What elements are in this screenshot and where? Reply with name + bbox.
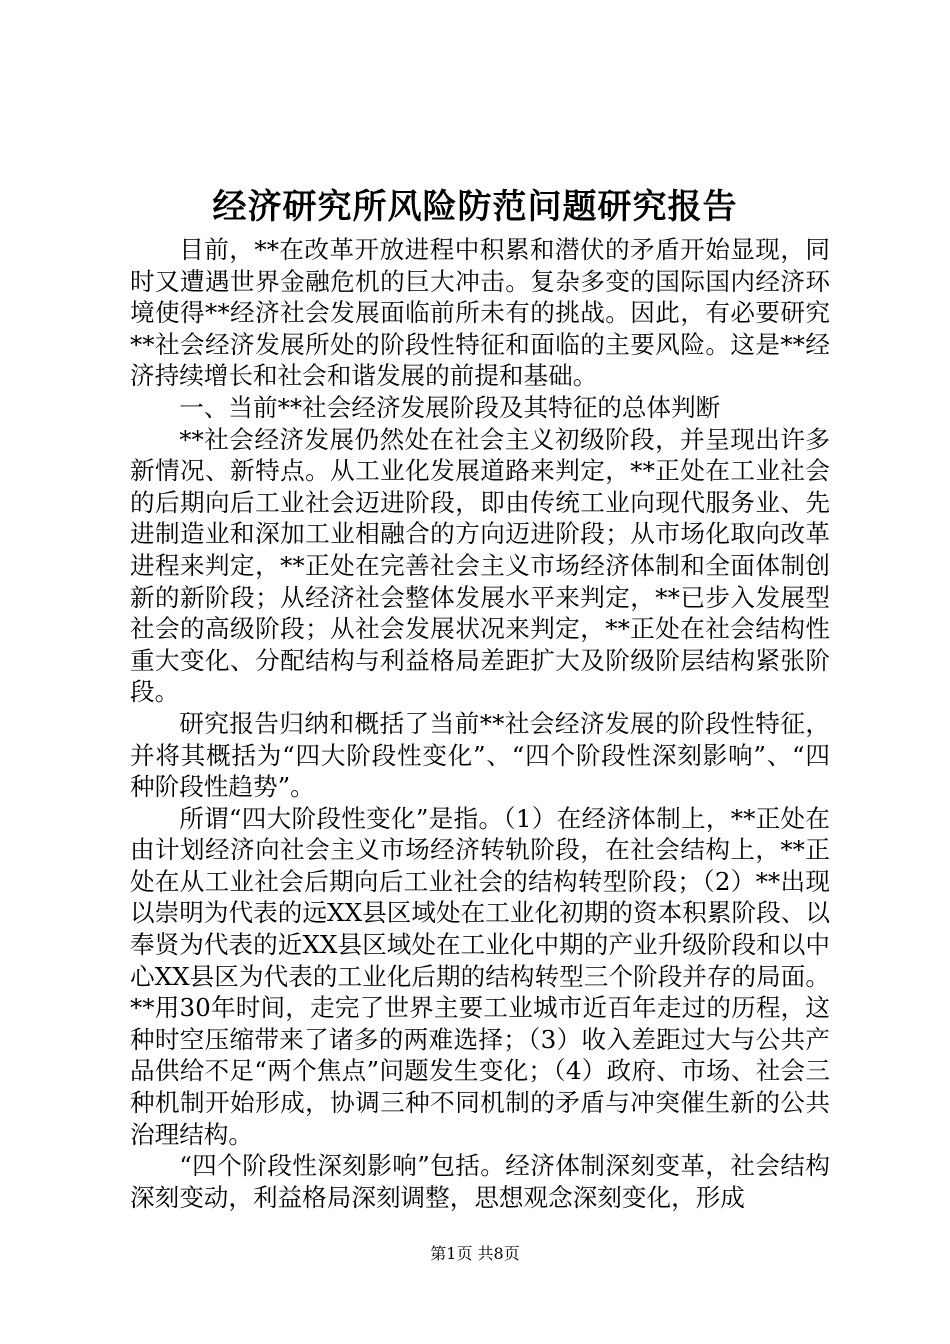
paragraph-stage-judgment: **社会经济发展仍然处在社会主义初级阶段，并呈现出许多新情况、新特点。从工业化发展道路来判定，**正处在工业社会的后期向后工业社会迈进阶段，即由传统工业向现代服务业、先进制造业和深加工业相融合的方向迈进阶段；从市场化取向改革进程来判定，**正处在完善社会主义市场经济体制和全面体制创新的新阶段；从经济社会整体发展水平来判定，**已步入发展型社会的高级阶段；从社会发展状况来判定，**正处在社会结构性重大变化、分配结构与利益格局差距扩大及阶级阶层结构紧张阶段。	[130, 424, 830, 707]
document-body	[130, 234, 830, 1213]
page-number-footer: 第1页 共8页	[430, 1244, 520, 1263]
document-title: 经济研究所风险防范问题研究报告	[212, 187, 738, 227]
paragraph-intro: 目前，**在改革开放进程中积累和潜伏的矛盾开始显现，同时又遭遇世界金融危机的巨大冲击。复杂多变的国际国内经济环境使得**经济社会发展面临前所未有的挑战。因此，有必要研究**社会经济发展所处的阶段性特征和面临的主要风险。这是**经济持续增长和社会和谐发展的前提和基础。	[130, 235, 830, 391]
section-heading-1: 一、当前**社会经济发展阶段及其特征的总体判断	[179, 392, 721, 422]
paragraph-four-changes: 所谓“四大阶段性变化”是指。（1）在经济体制上，**正处在由计划经济向社会主义市场经济转轨阶段，在社会结构上，**正处在从工业社会后期向后工业社会的结构转型阶段；（2）**出现以崇明为代表的远XX县区域处在工业化初期的资本积累阶段、以奉贤为代表的近XX县区域处在工业化中期的产业升级阶段和以中心XX县区为代表的工业化后期的结构转型三个阶段并存的局面。**用30年时间，走完了世界主要工业城市近百年走过的历程，这种时空压缩带来了诸多的两难选择；（3）收入差距过大与公共产品供给不足“两个焦点”问题发生变化；（4）政府、市场、社会三种机制开始形成，协调三种不同机制的矛盾与冲突催生新的公共治理结构。	[130, 803, 830, 1149]
paragraph-summary: 研究报告归纳和概括了当前**社会经济发展的阶段性特征，并将其概括为“四大阶段性变化”、“四个阶段性深刻影响”、“四种阶段性趋势”。	[130, 708, 830, 802]
paragraph-four-impacts: “四个阶段性深刻影响”包括。经济体制深刻变革，社会结构深刻变动，利益格局深刻调整，思想观念深刻变化，形成	[130, 1151, 830, 1212]
